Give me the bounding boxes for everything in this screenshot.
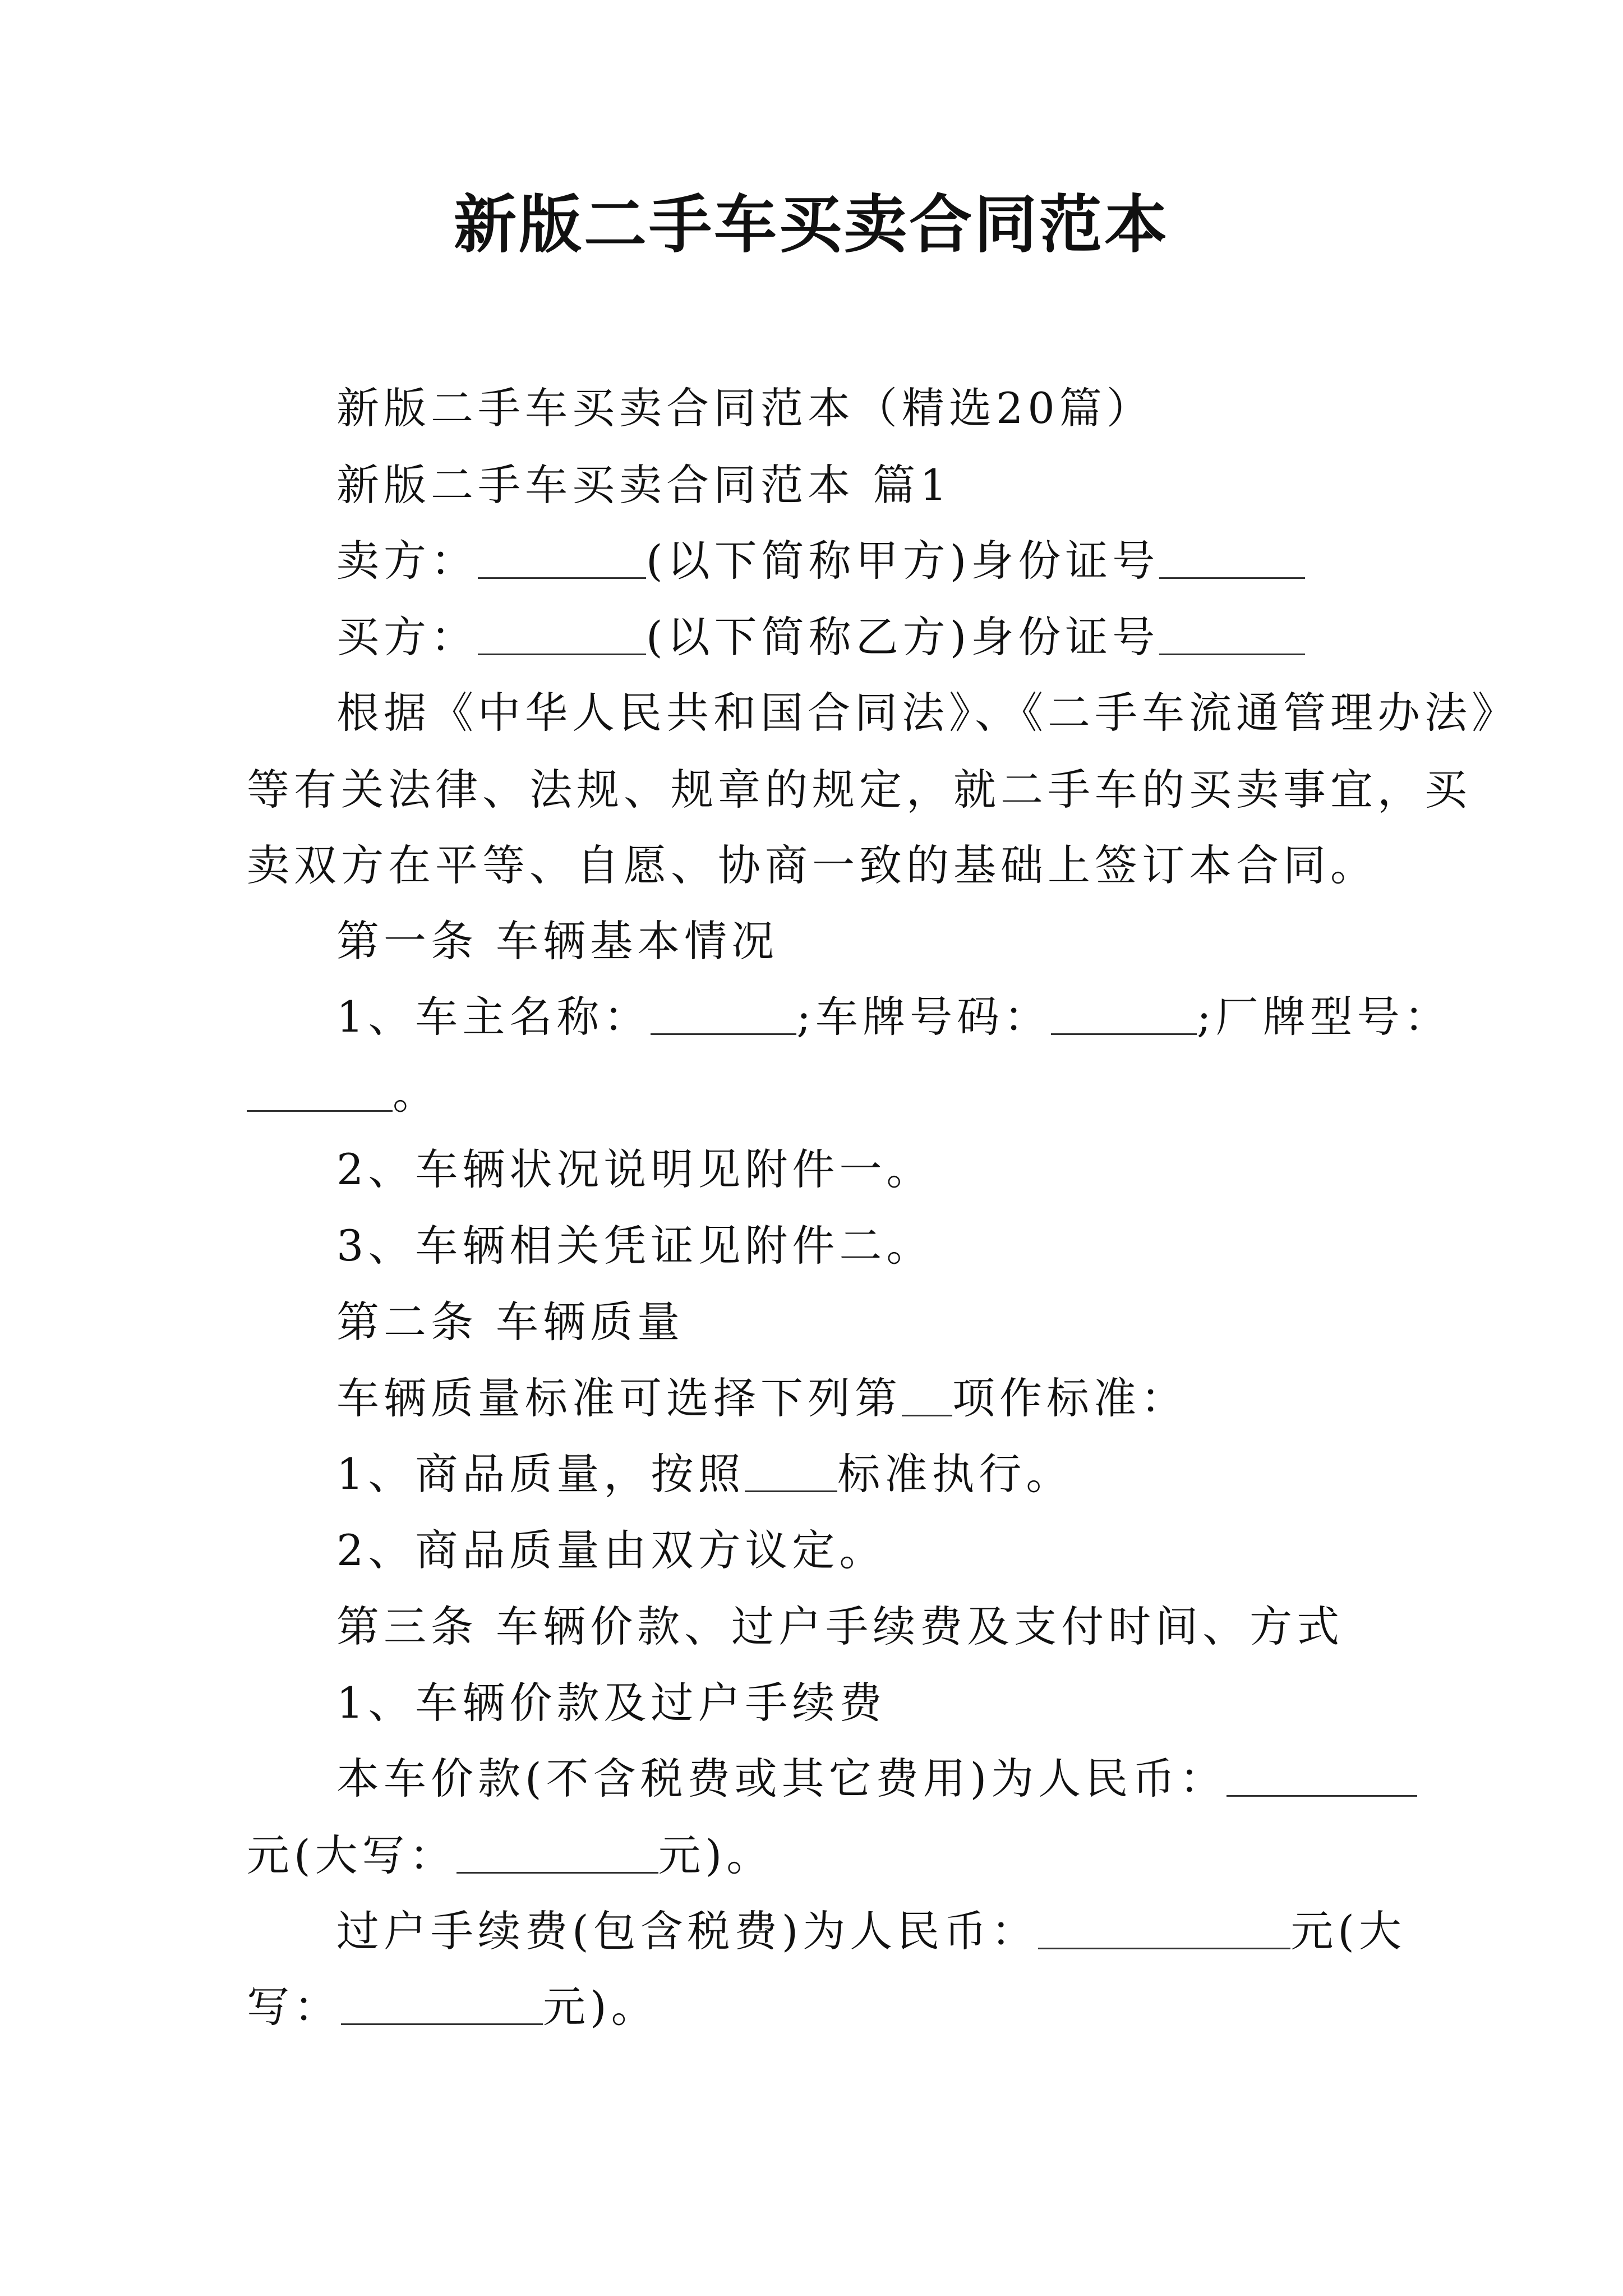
buyer-line [336,612,1402,678]
preamble-line-1: 根据《中华人民共和国合同法》、《二手车流通管理办法》 [336,688,1519,738]
quality-standard-blank[interactable] [745,1455,837,1492]
fee-uppercase-label: 元(大 [1290,1906,1406,1956]
article-2-item-1 [336,1449,1402,1515]
document-title: 新版二手车买卖合同范本 [454,188,1169,261]
price-label: 本车价款(不含税费或其它费用)为人民币： [336,1754,1227,1803]
price-line-cont [247,1830,1391,1896]
plate-number-label: ;车牌号码： [796,992,1051,1042]
item-1-end: 。 [393,1069,440,1119]
buyer-label: 买方： [336,612,478,662]
quality-item-1-a: 1、商品质量，按照 [336,1449,745,1499]
preamble-line-3: 卖双方在平等、自愿、协商一致的基础上签订本合同。 [247,840,1377,890]
owner-name-label: 1、车主名称： [336,992,651,1042]
article-1-item-3: 3、车辆相关凭证见附件二。 [336,1221,934,1271]
owner-name-blank[interactable] [651,997,796,1035]
collection-line: 新版二手车买卖合同范本（精选20篇） [336,383,1154,433]
article-1-heading: 第一条 车辆基本情况 [336,916,779,966]
brand-model-label: ;厂牌型号： [1196,992,1451,1042]
seller-name-blank[interactable] [478,541,646,579]
article-2-heading: 第二条 车辆质量 [336,1297,685,1347]
price-end: 元)。 [658,1830,774,1880]
plate-number-blank[interactable] [1051,997,1197,1035]
part-heading: 新版二手车买卖合同范本 篇1 [336,460,952,510]
preamble-line-2: 等有关法律、法规、规章的规定，就二手车的买卖事宜，买 [247,765,1472,815]
price-line [336,1754,1402,1819]
buyer-name-blank[interactable] [478,618,646,655]
fee-label: 过户手续费(包含税费)为人民币： [336,1906,1039,1956]
article-1-item-1-cont [247,1069,1391,1134]
seller-id-blank[interactable] [1159,541,1305,579]
price-amount-blank[interactable] [1227,1759,1417,1797]
price-uppercase-blank[interactable] [457,1836,658,1874]
article-1-item-1 [336,992,1451,1057]
article-2-item-2: 2、商品质量由双方议定。 [336,1525,887,1575]
seller-line [336,536,1402,601]
article-3-heading: 第三条 车辆价款、过户手续费及支付时间、方式 [336,1602,1344,1651]
quality-standard-line [336,1373,1402,1439]
seller-note: (以下简称甲方)身份证号 [646,536,1160,586]
buyer-id-blank[interactable] [1159,618,1305,655]
buyer-note: (以下简称乙方)身份证号 [646,612,1160,662]
quality-standard-b: 项作标准： [952,1373,1188,1423]
price-uppercase-label: 元(大写： [247,1830,457,1880]
fee-line-cont [247,1982,1391,2047]
fee-end: 元)。 [543,1982,658,2032]
standard-choice-blank[interactable] [902,1379,952,1416]
brand-model-blank[interactable] [247,1074,393,1112]
seller-label: 卖方： [336,536,478,586]
fee-amount-blank[interactable] [1038,1912,1290,1949]
article-3-sub-1: 1、车辆价款及过户手续费 [336,1678,887,1728]
fee-uppercase-label-cont: 写： [247,1982,341,2032]
fee-uppercase-blank[interactable] [341,1987,543,2025]
fee-line [336,1906,1406,1972]
article-1-item-2: 2、车辆状况说明见附件一。 [336,1144,934,1194]
quality-item-1-b: 标准执行。 [837,1449,1073,1499]
quality-standard-a: 车辆质量标准可选择下列第 [336,1373,902,1423]
